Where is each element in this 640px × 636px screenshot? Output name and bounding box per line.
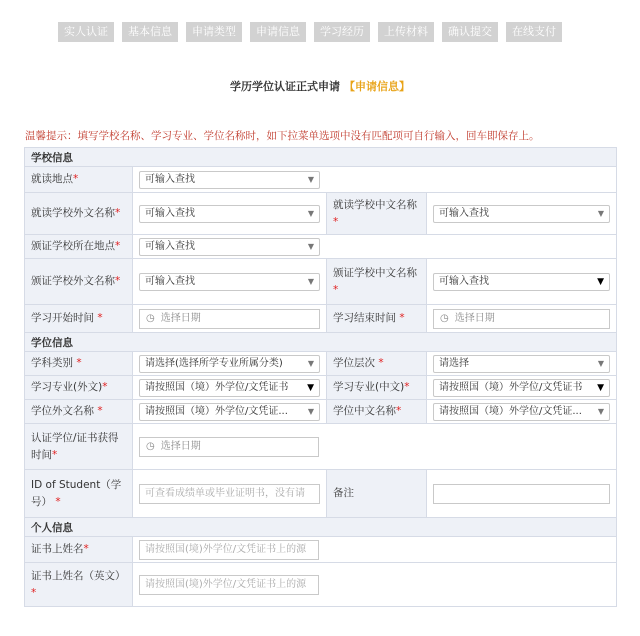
step-application-info[interactable]: 申请信息 <box>250 22 306 42</box>
start-time-label: 学习开始时间 * <box>25 305 133 333</box>
end-time-picker[interactable]: ◷ 选择日期 <box>433 309 610 329</box>
degree-level-label: 学位层次 * <box>327 352 427 376</box>
chevron-down-icon: ▼ <box>307 241 314 251</box>
cert-name-input[interactable]: 请按照国(境)外学位/文凭证书上的源 <box>139 540 319 560</box>
degree-foreign-name-label: 学位外文名称 * <box>25 400 133 424</box>
application-form <box>24 147 617 607</box>
step-application-type[interactable]: 申请类型 <box>186 22 242 42</box>
degree-foreign-name-select[interactable]: 请按照国（境）外学位/文凭证... ▼ <box>139 403 320 421</box>
chevron-down-icon: ▼ <box>307 382 314 393</box>
chevron-down-icon: ▼ <box>307 208 314 218</box>
cert-school-chinese-name-select[interactable]: 可输入查找 ▼ <box>433 273 610 291</box>
clock-icon: ◷ <box>440 312 449 324</box>
section-degree-info: 学位信息 <box>25 333 617 352</box>
chevron-down-icon: ▼ <box>597 358 604 368</box>
section-personal-info: 个人信息 <box>25 518 617 537</box>
major-foreign-label: 学习专业(外文)* <box>25 376 133 400</box>
school-foreign-name-select[interactable]: 可输入查找 ▼ <box>139 205 320 223</box>
chevron-down-icon: ▼ <box>307 276 314 286</box>
cert-school-location-select[interactable]: 可输入查找 ▼ <box>139 238 320 256</box>
step-confirm-submit[interactable]: 确认提交 <box>442 22 498 42</box>
cert-obtain-time-label: 认证学位/证书获得时间* <box>25 424 133 470</box>
student-id-input[interactable]: 可查看成绩单或毕业证明书，没有请 <box>139 484 320 504</box>
degree-level-select[interactable]: 请选择 ▼ <box>433 355 610 373</box>
step-upload-materials[interactable]: 上传材料 <box>378 22 434 42</box>
cert-name-en-label: 证书上姓名（英文）* <box>25 563 133 607</box>
subject-category-label: 学科类别 * <box>25 352 133 376</box>
chevron-down-icon: ▼ <box>307 174 314 184</box>
school-chinese-name-select[interactable]: 可输入查找 ▼ <box>433 205 610 223</box>
cert-school-foreign-name-select[interactable]: 可输入查找 ▼ <box>139 273 320 291</box>
degree-chinese-name-label: 学位中文名称* <box>327 400 427 424</box>
chevron-down-icon: ▼ <box>307 406 314 416</box>
chevron-down-icon: ▼ <box>597 382 604 393</box>
step-basic-info[interactable]: 基本信息 <box>122 22 178 42</box>
cert-school-chinese-name-label: 颁证学校中文名称 * <box>327 259 427 305</box>
cert-name-label: 证书上姓名* <box>25 537 133 563</box>
school-foreign-name-label: 就读学校外文名称* <box>25 193 133 235</box>
step-study-experience[interactable]: 学习经历 <box>314 22 370 42</box>
cert-school-location-label: 颁证学校所在地点* <box>25 235 133 259</box>
page-title-highlight: 【申请信息】 <box>344 80 410 93</box>
remarks-label: 备注 <box>327 470 427 518</box>
section-school-info: 学校信息 <box>25 148 617 167</box>
chevron-down-icon: ▼ <box>597 208 604 218</box>
cert-obtain-time-picker[interactable]: ◷ 选择日期 <box>139 437 319 457</box>
study-location-label: 就读地点* <box>25 167 133 193</box>
subject-category-select[interactable]: 请选择(选择所学专业所属分类) ▼ <box>139 355 320 373</box>
cert-school-foreign-name-label: 颁证学校外文名称* <box>25 259 133 305</box>
school-chinese-name-label: 就读学校中文名称 * <box>327 193 427 235</box>
major-foreign-select[interactable]: 请按照国（境）外学位/文凭证书 ▼ <box>139 379 320 397</box>
major-chinese-label: 学习专业(中文)* <box>327 376 427 400</box>
end-time-label: 学习结束时间 * <box>327 305 427 333</box>
page-title-main: 学历学位认证正式申请 <box>230 80 340 93</box>
degree-chinese-name-select[interactable]: 请按照国（境）外学位/文凭证... ▼ <box>433 403 610 421</box>
clock-icon: ◷ <box>146 312 155 324</box>
page-title <box>0 78 640 94</box>
start-time-picker[interactable]: ◷ 选择日期 <box>139 309 320 329</box>
chevron-down-icon: ▼ <box>597 276 604 287</box>
study-location-select[interactable]: 可输入查找 ▼ <box>139 171 320 189</box>
chevron-down-icon: ▼ <box>307 358 314 368</box>
major-chinese-select[interactable]: 请按照国（境）外学位/文凭证书 ▼ <box>433 379 610 397</box>
cert-name-en-input[interactable]: 请按照国(境)外学位/文凭证书上的源 <box>139 575 319 595</box>
step-real-name-auth[interactable]: 实人认证 <box>58 22 114 42</box>
student-id-label: ID of Student（学号） * <box>25 470 133 518</box>
chevron-down-icon: ▼ <box>597 406 604 416</box>
step-navigation <box>58 22 562 42</box>
warm-tip: 温馨提示：填写学校名称、学习专业、学位名称时，如下拉菜单选项中没有匹配项可自行输入，回车即保存上。 <box>25 130 540 142</box>
remarks-input[interactable] <box>433 484 610 504</box>
clock-icon: ◷ <box>146 440 155 452</box>
step-online-payment[interactable]: 在线支付 <box>506 22 562 42</box>
